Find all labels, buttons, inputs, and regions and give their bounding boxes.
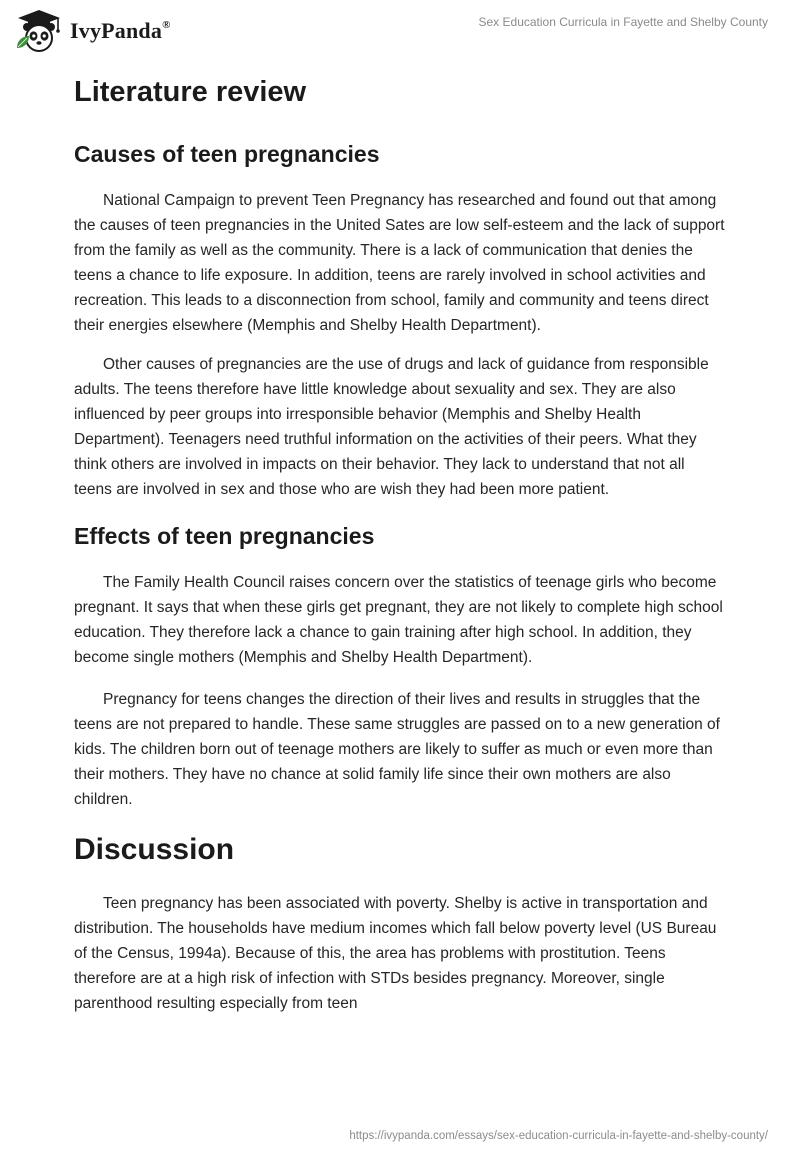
article-body (74, 70, 726, 1016)
section-title-literature-review: Literature review (74, 76, 307, 108)
paragraph: Pregnancy for teens changes the direction of their lives and results in struggles that the teens are not prepared to handle. These same struggles are passed on to a new generation of kids. The children born out of teenage mothers are likely to suffer as much or even more than their mothers. They have no chance at solid family life since their own mothers are also children. (74, 691, 720, 808)
source-url[interactable]: https://ivypanda.com/essays/sex-education-curricula-in-fayette-and-shelby-county/ (349, 1130, 768, 1142)
section-title-discussion: Discussion (74, 833, 235, 866)
paragraph: Teen pregnancy has been associated with poverty. Shelby is active in transportation and distribution. The households have medium incomes which fall below poverty level (US Bureau of the Census, 1994a). Because of this, the area has problems with prostitution. Teens therefore are at a high risk of infection with STDs besides pregnancy. Moreover, single parenthood resulting especially from teen (74, 895, 717, 1012)
paragraph: National Campaign to prevent Teen Pregnancy has researched and found out that among the causes of teen pregnancies in the United Sates are low self-esteem and the lack of support from the family as well as the community. There is a lack of communication that denies the teens a chance to life exposure. In addition, teens are rarely involved in school activities and recreation. This leads to a disconnection from school, family and community and teens direct their energies elsewhere (Memphis and Shelby Health Department). (74, 192, 725, 334)
paragraph: Other causes of pregnancies are the use of drugs and lack of guidance from responsible adults. The teens therefore have little knowledge about sexuality and sex. They are also influenced by peer groups into irresponsible behavior (Memphis and Shelby Health Department). Teenagers need truthful information on the activities of their peers. What they think others are involved in impacts on their behavior. They lack to understand that not all teens are involved in sex and those who are wish they had been more patient. (74, 356, 709, 498)
paragraph: The Family Health Council raises concern over the statistics of teenage girls who become pregnant. It says that when these girls get pregnant, they are not likely to complete high school education. They therefore lack a chance to gain training after high school. In addition, they become single mothers (Memphis and Shelby Health Department). (74, 574, 723, 666)
ivypanda-logo[interactable] (14, 8, 171, 54)
subsection-title-causes: Causes of teen pregnancies (74, 141, 380, 167)
subsection-title-effects: Effects of teen pregnancies (74, 523, 375, 549)
panda-graduate-icon (14, 8, 64, 54)
brand-label: IvyPanda (70, 18, 163, 43)
page-header (0, 0, 800, 60)
registered-mark: ® (162, 18, 171, 31)
brand-name (70, 18, 171, 44)
running-title: Sex Education Curricula in Fayette and Shelby County (478, 15, 768, 29)
